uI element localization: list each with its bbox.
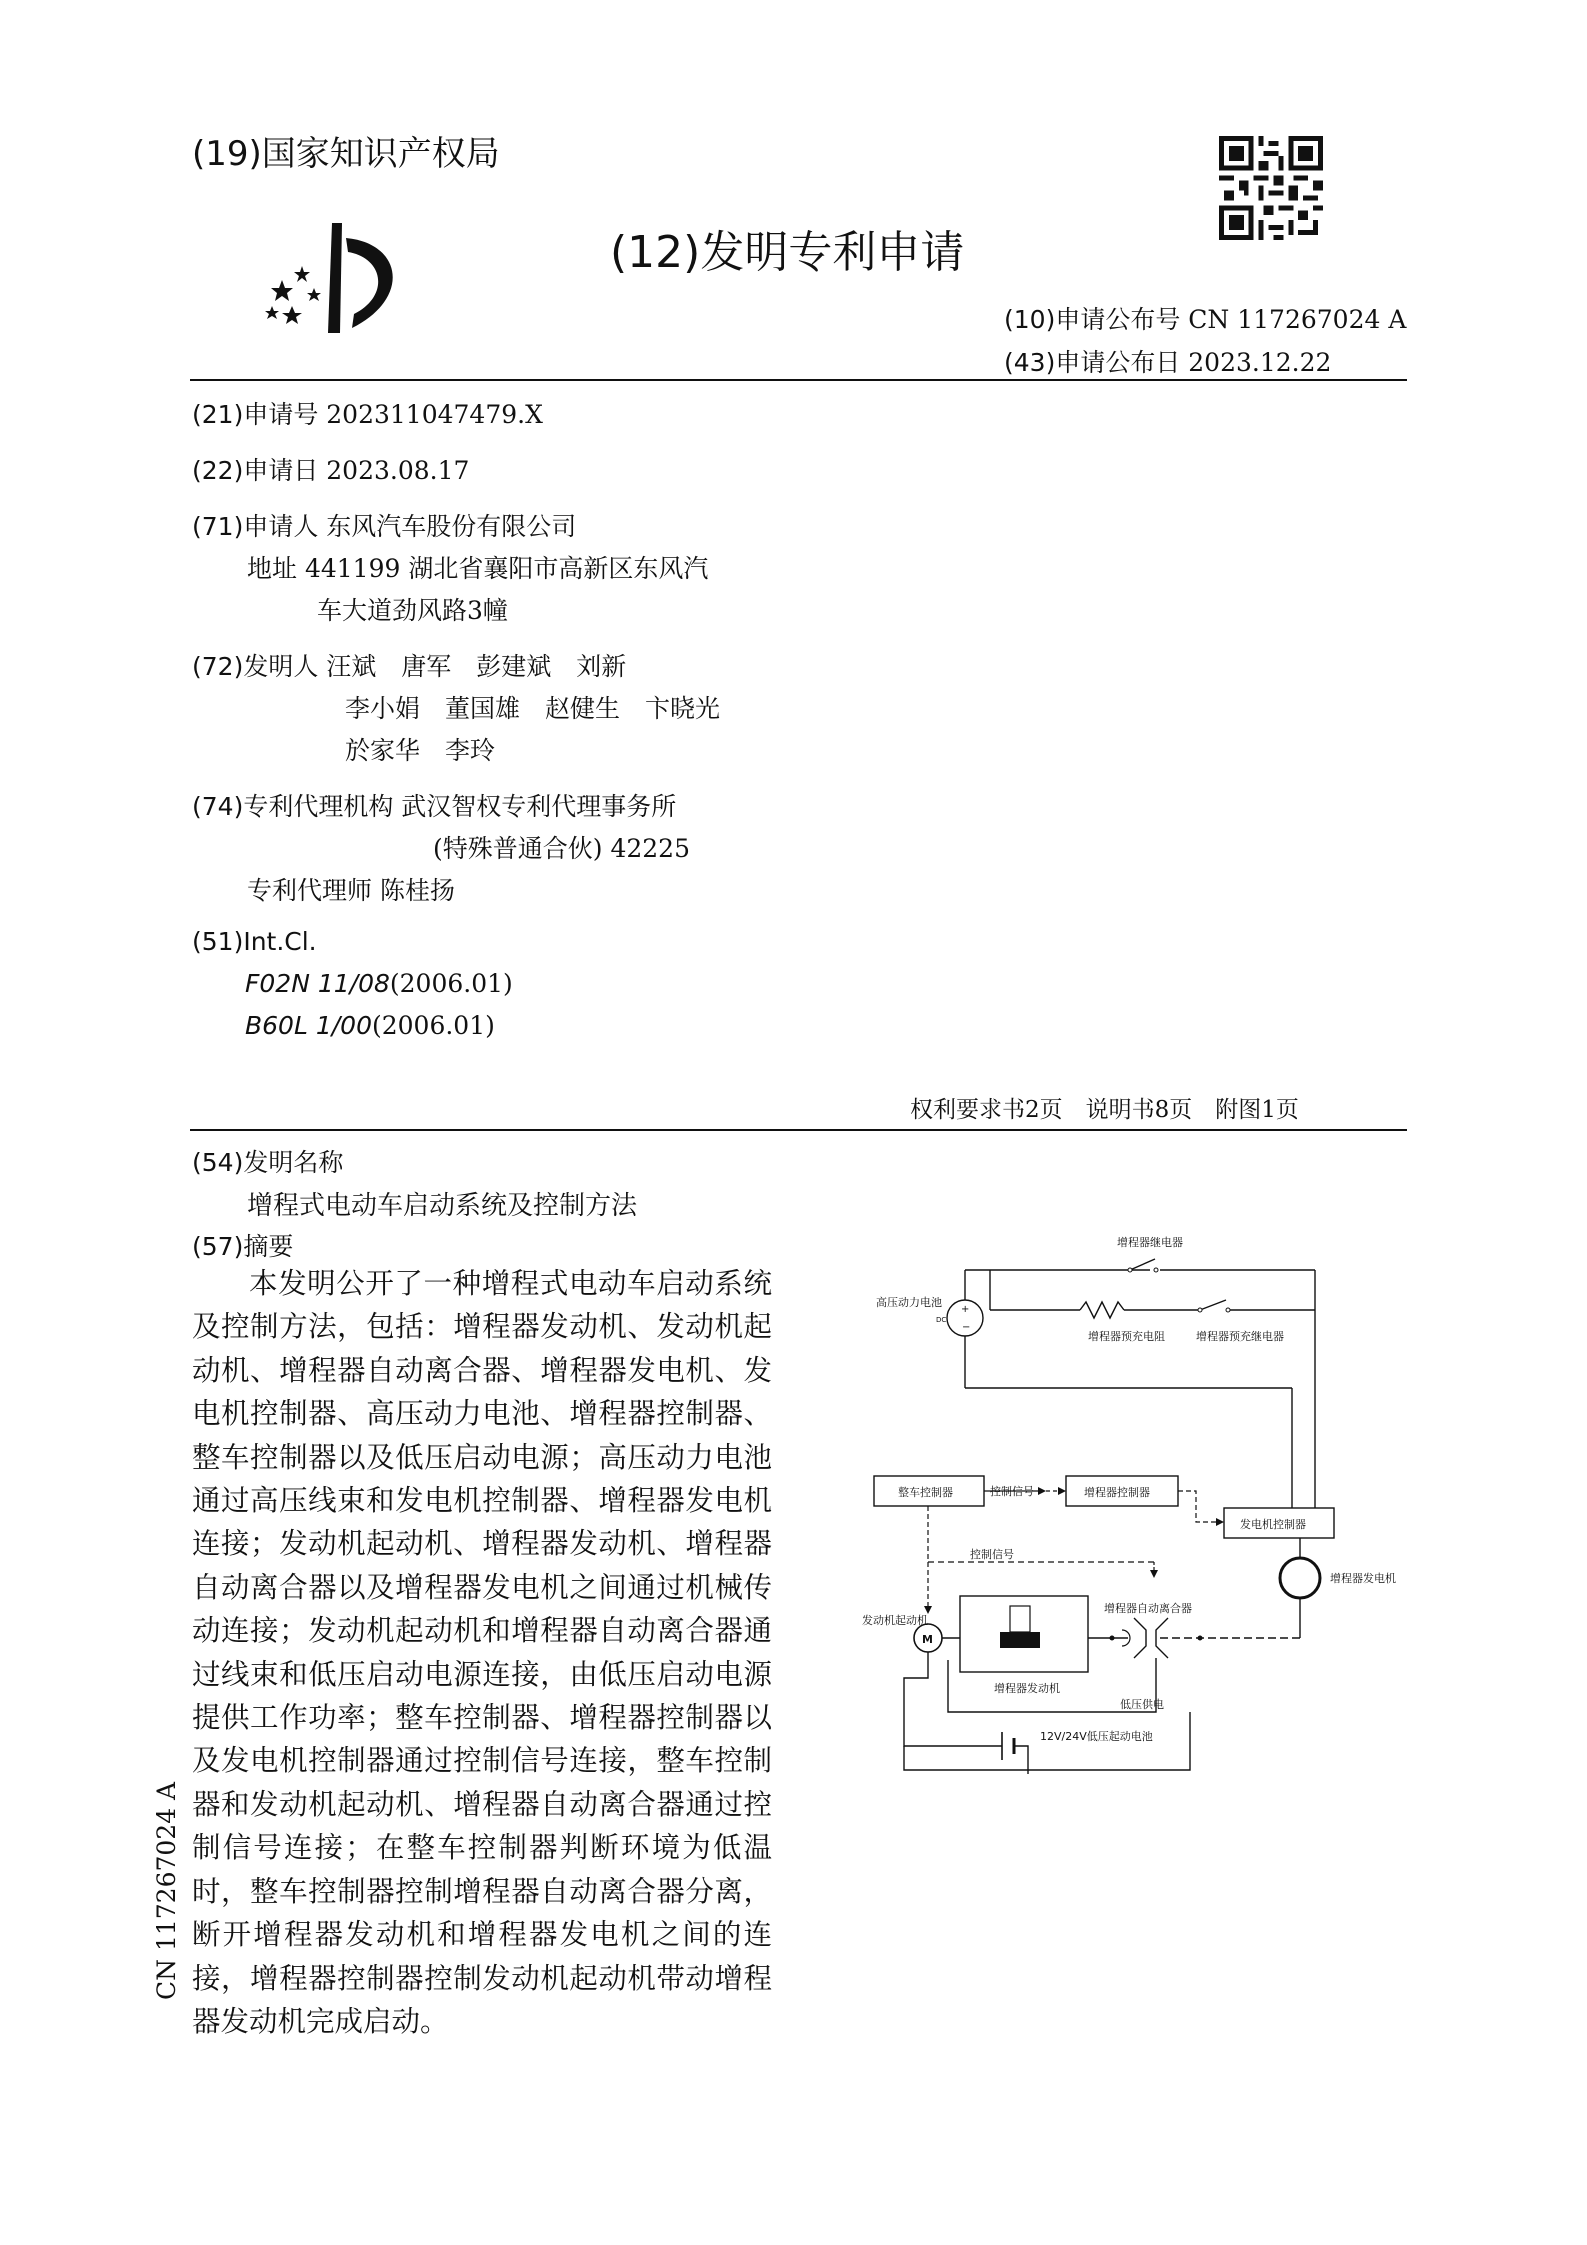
patent-agent-label: 专利代理师 [247,876,373,905]
clutch-plate-left [1134,1618,1146,1658]
page-counts: 权利要求书2页 说明书8页 附图1页 [910,1097,1299,1123]
abstract-text: 本发明公开了一种增程式电动车启动系统及控制方法，包括：增程器发动机、发动机起动机、增程器自动离合器、增程器发电机、发电机控制器、高压动力电池、增程器控制器、整车控制器以及低压启动电源；高压动力电池通过高压线束和发电机控制器、增程器发电机连接；发动机起动机、增程器发动机、增程器自动离合器以及增程器发电机之间通过机械传动连接；发动机起动机和增程器自动离合器通过线束和低压启动电源连接，由低压启动电源提供工作功率；整车控制器、增程器控制器以及发电机控制器通过控制信号连接，整车控制器和发动机起动机、增程器自动离合器通过控制信号连接；在整车控制器判断环境为低温时，整车控制器控制增程器自动离合器分离，断开增程器发动机和增程器发电机之间的连接，增程器控制器控制发动机起动机带动增程器发动机完成启动。 [192,1267,772,2038]
range-relay-switch [1130,1259,1155,1270]
applicant [192,507,576,543]
patent-agent-value: 陈桂扬 [379,876,455,905]
intcl-entry-1 [245,969,513,998]
application-date [192,451,469,487]
precharge-resistor-label: 增程器预充电阻 [1088,1330,1165,1343]
intcl-entry-2 [245,1011,495,1040]
qr-code-icon [1219,136,1323,240]
document-type: (12)发明专利申请 [610,227,965,278]
intcl-label: (51)Int.Cl. [192,927,317,956]
patent-agent [247,871,455,907]
engine-piston-icon [1000,1632,1040,1648]
side-publication-number: CN 117267024 A [152,1781,181,2000]
engine-label: 增程器发动机 [994,1682,1060,1695]
patent-agency-line-1: 武汉智权专利代理事务所 [401,792,677,821]
abstract-text-block [192,1262,772,2043]
motor-m-label: M [922,1633,933,1646]
intcl-version-2: (2006.01) [371,1011,495,1040]
inventors-line-2: 李小娟 董国雄 赵健生 卞晓光 [345,694,721,723]
vcu-label: 整车控制器 [898,1486,953,1499]
address [247,549,708,585]
publication-date-value: 2023.12.22 [1188,348,1332,377]
patent-agency [192,787,676,823]
dc-label: DC [936,1316,947,1324]
application-number [192,395,543,431]
clutch-label: 增程器自动离合器 [1104,1602,1192,1615]
publication-date-label: (43)申请公布日 [1004,348,1181,377]
application-number-label: (21)申请号 [192,400,319,429]
applicant-label: (71)申请人 [192,512,319,541]
generator-label: 增程器发电机 [1330,1572,1396,1585]
abstract-label: (57)摘要 [192,1232,294,1261]
control-signal-label-2: 控制信号 [970,1548,1014,1561]
intcl-code-2: B60L 1/00 [245,1011,372,1040]
lv-battery-label: 12V/24V低压起动电池 [1040,1730,1153,1743]
control-signal-label-1: 控制信号 [990,1485,1034,1498]
patent-agency-line-2: (特殊普通合伙) 42225 [433,834,690,863]
publication-number-value: CN 117267024 A [1188,305,1407,334]
inventors [192,647,626,683]
svg-text:−: − [962,1322,971,1333]
cnipa-logo-icon [262,218,412,338]
precharge-relay-switch [1200,1300,1226,1310]
application-number-value: 202311047479.X [326,400,543,429]
application-date-value: 2023.08.17 [326,456,470,485]
address-label: 地址 [247,554,298,583]
range-relay-label: 增程器继电器 [1117,1236,1183,1249]
generator-controller-label: 发电机控制器 [1240,1518,1306,1531]
section-divider [190,1129,1407,1131]
publication-number-label: (10)申请公布号 [1004,305,1181,334]
address-line-1: 441199 湖北省襄阳市高新区东风汽 [304,554,709,583]
applicant-value: 东风汽车股份有限公司 [326,512,577,541]
hv-battery-label: 高压动力电池 [876,1296,942,1309]
patent-agency-label: (74)专利代理机构 [192,792,394,821]
range-controller-label: 增程器控制器 [1084,1486,1150,1499]
invention-title: 增程式电动车启动系统及控制方法 [247,1191,638,1221]
inventors-label: (72)发明人 [192,652,319,681]
system-diagram [860,1226,1420,1806]
intcl-code-1: F02N 11/08 [245,969,390,998]
precharge-relay-label: 增程器预充继电器 [1196,1330,1284,1343]
lv-supply-label: 低压供电 [1120,1698,1164,1711]
title-label: (54)发明名称 [192,1148,344,1177]
application-date-label: (22)申请日 [192,456,319,485]
starter-label: 发动机起动机 [862,1614,928,1627]
generator-symbol [1280,1558,1320,1598]
address-line-2: 车大道劲风路3幢 [317,596,508,625]
inventors-line-1: 汪斌 唐军 彭建斌 刘新 [326,652,627,681]
intcl-version-1: (2006.01) [389,969,513,998]
office-name: (19)国家知识产权局 [192,134,500,174]
header-divider [190,379,1407,381]
inventors-line-3: 於家华 李玲 [345,736,496,765]
publication-date [1004,343,1331,379]
precharge-resistor-symbol [1080,1302,1124,1318]
svg-text:+: + [961,1304,970,1315]
publication-number [1004,300,1406,336]
